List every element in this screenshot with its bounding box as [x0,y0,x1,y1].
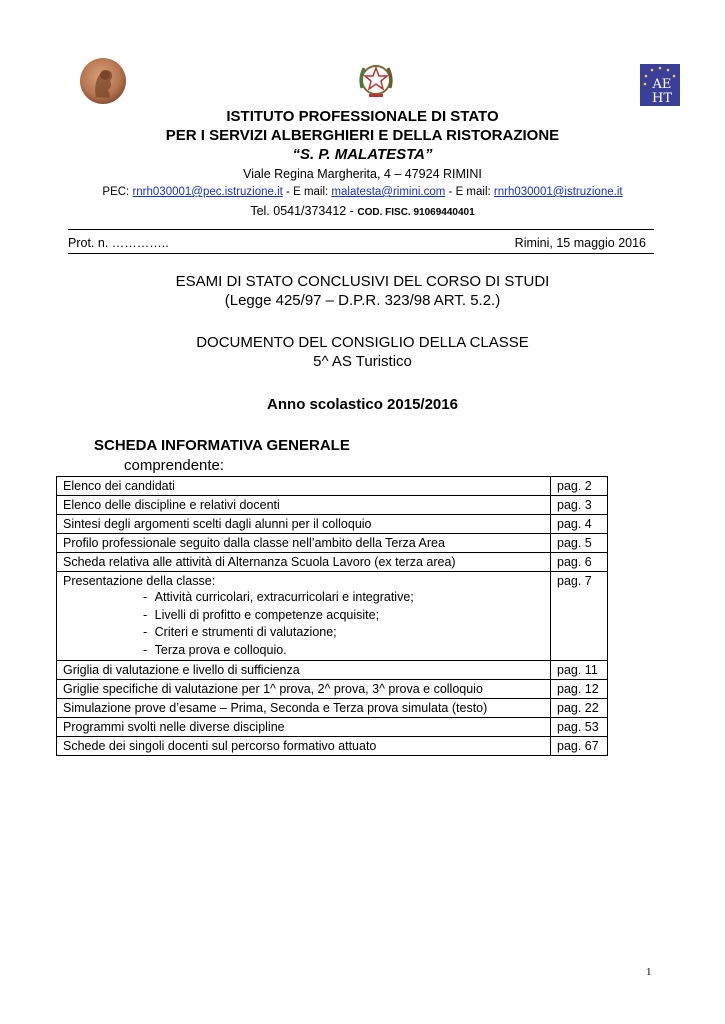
school-type-line: ISTITUTO PROFESSIONALE DI STATO [226,108,499,125]
svg-text:AE: AE [652,77,672,92]
contact-line [0,186,725,198]
row-label: Griglia di valutazione e livello di sufficienza [57,661,551,680]
row-page: pag. 7 [551,572,608,661]
table-row [57,477,608,496]
list-item: - Criteri e strumenti di valutazione; [143,624,544,642]
table-row [57,680,608,699]
row-page: pag. 6 [551,553,608,572]
row-page: pag. 5 [551,534,608,553]
table-row [57,661,608,680]
row-page: pag. 3 [551,496,608,515]
protocol-divider [68,253,654,254]
tax-code: COD. FISC. 91069440401 [357,207,475,218]
row-label: Simulazione prove d’esame – Prima, Seconda e Terza prova simulata (testo) [57,699,551,718]
row-page: pag. 53 [551,718,608,737]
exam-law-reference: (Legge 425/97 – D.P.R. 323/98 ART. 5.2.) [224,292,501,309]
row-page: pag. 2 [551,477,608,496]
aehf-logo-icon [640,64,680,106]
school-name: “S. P. MALATESTA” [292,146,433,163]
contents-table [56,476,608,756]
list-item: - Attività curricolari, extracurricolari e integrative; [143,589,544,607]
presentazione-sublist [63,589,544,659]
list-item: - Terza prova e colloquio. [143,642,544,660]
place-date: Rimini, 15 maggio 2016 [514,236,646,250]
email-separator-2: - E mail: [445,186,494,198]
row-page: pag. 12 [551,680,608,699]
table-row [57,718,608,737]
email-link-1[interactable]: malatesta@rimini.com [331,186,446,198]
table-row [57,737,608,756]
table-row [57,572,608,661]
row-label: Profilo professionale seguito dalla classe nell’ambito della Terza Area [57,534,551,553]
table-row [57,699,608,718]
row-page: pag. 22 [551,699,608,718]
table-row [57,515,608,534]
table-row [57,496,608,515]
row-label: Scheda relativa alle attività di Alternanza Scuola Lavoro (ex terza area) [57,553,551,572]
italian-republic-emblem-icon [355,58,397,104]
protocol-number: Prot. n. ………….. [68,236,169,250]
table-row [57,534,608,553]
page-number: 1 [646,966,652,978]
document-title: DOCUMENTO DEL CONSIGLIO DELLA CLASSE [196,334,529,351]
email-link-2[interactable]: rnrh030001@istruzione.it [493,186,623,198]
email-separator-1: - E mail: [282,186,332,198]
scheda-subheading: comprendente: [124,457,225,474]
school-year: Anno scolastico 2015/2016 [267,396,458,413]
row-page: pag. 11 [551,661,608,680]
row-label: Griglie specifiche di valutazione per 1^ prova, 2^ prova, 3^ prova e colloquio [57,680,551,699]
row-label-presentazione [57,572,551,661]
header-divider [68,229,654,230]
list-item: - Livelli di profitto e competenze acquisite; [143,607,544,625]
telephone: Tel. 0541/373412 - [250,204,358,218]
row-label: Programmi svolti nelle diverse discipline [57,718,551,737]
school-sector-line: PER I SERVIZI ALBERGHIERI E DELLA RISTORAZIONE [165,127,560,144]
row-label: Elenco dei candidati [57,477,551,496]
class-name: 5^ AS Turistico [313,353,412,370]
svg-text:HT: HT [651,91,673,106]
row-page: pag. 4 [551,515,608,534]
exam-title: ESAMI DI STATO CONCLUSIVI DEL CORSO DI STUDI [175,273,550,290]
row-page: pag. 67 [551,737,608,756]
tel-line [0,204,725,218]
presentazione-label: Presentazione della classe: [63,574,216,588]
pec-label: PEC: [102,186,133,198]
scheda-heading: SCHEDA INFORMATIVA GENERALE [94,437,350,454]
row-label: Schede dei singoli docenti sul percorso formativo attuato [57,737,551,756]
row-label: Elenco delle discipline e relativi docenti [57,496,551,515]
school-address: Viale Regina Margherita, 4 – 47924 RIMINI [243,167,482,181]
medallion-logo-icon [78,57,128,105]
row-label: Sintesi degli argomenti scelti dagli alunni per il colloquio [57,515,551,534]
table-row [57,553,608,572]
pec-email-link[interactable]: rnrh030001@pec.istruzione.it [132,186,283,198]
